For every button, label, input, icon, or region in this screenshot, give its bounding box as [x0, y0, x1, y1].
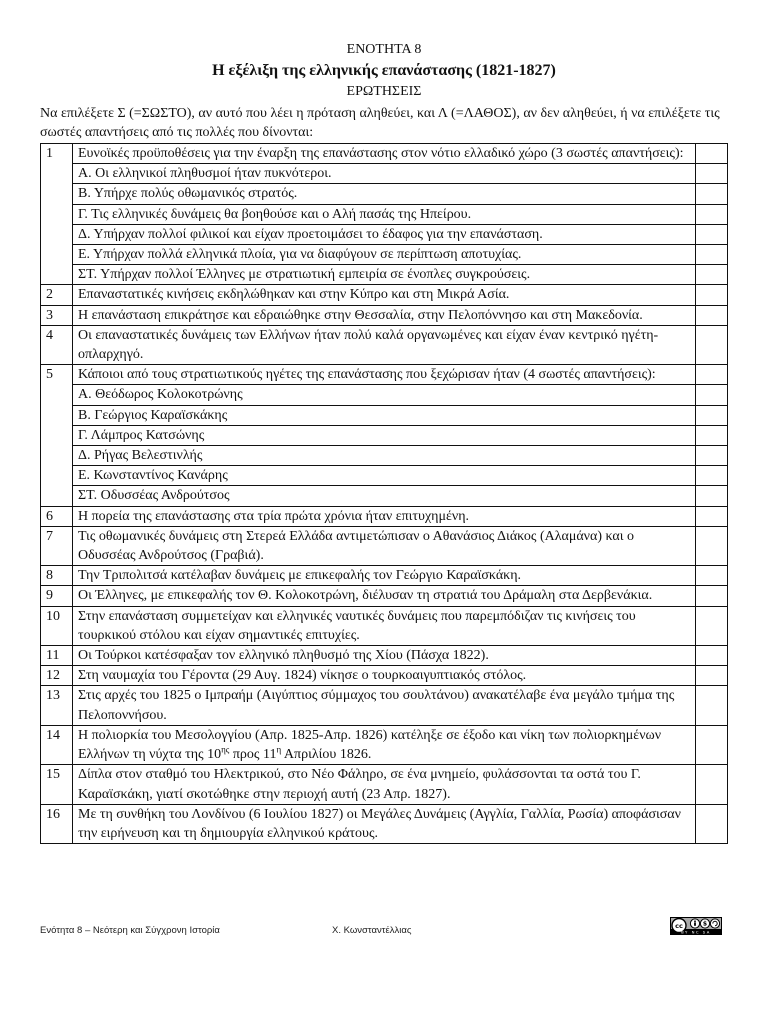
option-row — [41, 224, 728, 244]
question-row — [41, 285, 728, 305]
instructions: Να επιλέξετε Σ (=ΣΩΣΤΟ), αν αυτό που λέει η πρόταση αληθεύει, και Λ (=ΛΑΘΟΣ), αν δεν αληθεύει, ή να επιλέξετε τις σωστές απαντήσεις από τις πολλές που δίνονται: — [40, 106, 720, 140]
question-row — [41, 725, 728, 764]
question-text: Οι επαναστατικές δυνάμεις των Ελλήνων ήταν πολύ καλά οργανωμένες και είχαν έναν κεντρικό ηγέτη-οπλαρχηγό. — [73, 325, 696, 364]
answer-box[interactable] — [696, 606, 728, 645]
answer-box[interactable] — [696, 224, 728, 244]
option-row — [41, 385, 728, 405]
answer-box[interactable] — [696, 725, 728, 764]
option-row — [41, 446, 728, 466]
option-text: Ε. Υπήρχαν πολλά ελληνικά πλοία, για να διαφύγουν σε περίπτωση αποτυχίας. — [73, 245, 696, 265]
question-row — [41, 686, 728, 725]
answer-box[interactable] — [696, 686, 728, 725]
ordinal-superscript: η — [276, 744, 282, 755]
question-text: Δίπλα στον σταθμό του Ηλεκτρικού, στο Νέο Φάληρο, σε ένα μνημείο, φυλάσσονται τα οστά του Γ. Καραϊσκάκη, γιατί σκοτώθηκε στην περιοχή αυτή (23 Απρ. 1827). — [73, 765, 696, 804]
question-text — [73, 725, 696, 764]
question-row — [41, 305, 728, 325]
answer-box[interactable] — [696, 405, 728, 425]
question-text: Οι Έλληνες, με επικεφαλής τον Θ. Κολοκοτρώνη, διέλυσαν τη στρατιά του Δράμαλη στα Δερβενάκια. — [73, 586, 696, 606]
answer-box[interactable] — [696, 425, 728, 445]
answer-box[interactable] — [696, 305, 728, 325]
option-text: Β. Υπήρχε πολύς οθωμανικός στρατός. — [73, 184, 696, 204]
question-number: 4 — [41, 325, 73, 364]
question-row — [41, 666, 728, 686]
answer-box[interactable] — [696, 204, 728, 224]
option-row — [41, 204, 728, 224]
question-number: 5 — [41, 365, 73, 506]
question-text-part: Η πολιορκία του Μεσολογγίου (Απρ. 1825-Απρ. 1826) κατέληξε σε έξοδο και νίκη των πολιορκημένων Ελλήνων τη νύχτα της 10 — [78, 727, 662, 763]
option-row — [41, 405, 728, 425]
answer-box[interactable] — [696, 144, 728, 164]
option-text: ΣΤ. Οδυσσέας Ανδρούτσος — [73, 486, 696, 506]
footer-author: Χ. Κωνσταντέλλιας — [332, 925, 412, 936]
answer-box[interactable] — [696, 265, 728, 285]
option-row — [41, 425, 728, 445]
question-text: Στις αρχές του 1825 ο Ιμπραήμ (Αιγύπτιος σύμμαχος του σουλτάνου) ανακατέλαβε ένα μεγάλο τμήμα της Πελοποννήσου. — [73, 686, 696, 725]
footer-course: Ενότητα 8 – Νεότερη και Σύγχρονη Ιστορία — [40, 925, 220, 936]
answer-box[interactable] — [696, 285, 728, 305]
question-number: 16 — [41, 804, 73, 843]
question-number: 8 — [41, 566, 73, 586]
question-text: Επαναστατικές κινήσεις εκδηλώθηκαν και στην Κύπρο και στη Μικρά Ασία. — [73, 285, 696, 305]
unit-label: ΕΝΟΤΗΤΑ 8 — [346, 42, 422, 57]
question-number: 11 — [41, 646, 73, 666]
svg-text:$: $ — [702, 920, 708, 928]
question-row — [41, 526, 728, 565]
option-text: Γ. Λάμπρος Κατσώνης — [73, 425, 696, 445]
option-text: Δ. Ρήγας Βελεστινλής — [73, 446, 696, 466]
page-title: Η εξέλιξη της ελληνικής επανάστασης (1821-1827) — [212, 62, 556, 79]
question-number: 13 — [41, 686, 73, 725]
question-number: 9 — [41, 586, 73, 606]
question-row — [41, 646, 728, 666]
cc-badge-text: BY NC SA — [681, 929, 711, 935]
question-text: Ευνοϊκές προϋποθέσεις για την έναρξη της επανάστασης στον νότιο ελλαδικό χώρο (3 σωστές απαντήσεις): — [73, 144, 696, 164]
option-text: Β. Γεώργιος Καραϊσκάκης — [73, 405, 696, 425]
question-text: Στην επανάσταση συμμετείχαν και ελληνικές ναυτικές δυνάμεις που παρεμπόδιζαν τις κινήσεις του τουρκικού στόλου και είχαν σημαντικές επιτυχίες. — [73, 606, 696, 645]
question-row — [41, 506, 728, 526]
question-text: Τις οθωμανικές δυνάμεις στη Στερεά Ελλάδα αντιμετώπισαν ο Αθανάσιος Διάκος (Αλαμάνα) και ο Οδυσσέας Ανδρούτσος (Γραβιά). — [73, 526, 696, 565]
option-text: Α. Θεόδωρος Κολοκοτρώνης — [73, 385, 696, 405]
option-text: Ε. Κωνσταντίνος Κανάρης — [73, 466, 696, 486]
question-row — [41, 586, 728, 606]
question-text-part: προς 11 — [229, 747, 277, 763]
question-row — [41, 144, 728, 164]
question-text-part: Απριλίου 1826. — [281, 747, 372, 763]
answer-box[interactable] — [696, 385, 728, 405]
answer-box[interactable] — [696, 365, 728, 385]
question-row — [41, 325, 728, 364]
question-text: Με τη συνθήκη του Λονδίνου (6 Ιουλίου 1827) οι Μεγάλες Δυνάμεις (Αγγλία, Γαλλία, Ρωσία) αποφάσισαν την ειρήνευση και τη δημιουργία ελληνικού κράτους. — [73, 804, 696, 843]
svg-text:cc: cc — [675, 922, 683, 930]
question-number: 3 — [41, 305, 73, 325]
answer-box[interactable] — [696, 586, 728, 606]
answer-box[interactable] — [696, 184, 728, 204]
question-number: 10 — [41, 606, 73, 645]
answer-box[interactable] — [696, 566, 728, 586]
question-text: Την Τριπολιτσά κατέλαβαν δυνάμεις με επικεφαλής τον Γεώργιο Καραϊσκάκη. — [73, 566, 696, 586]
answer-box[interactable] — [696, 646, 728, 666]
answer-box[interactable] — [696, 666, 728, 686]
answer-box[interactable] — [696, 466, 728, 486]
question-row — [41, 765, 728, 804]
option-row — [41, 486, 728, 506]
question-text: Οι Τούρκοι κατέσφαξαν τον ελληνικό πληθυσμό της Χίου (Πάσχα 1822). — [73, 646, 696, 666]
answer-box[interactable] — [696, 804, 728, 843]
question-row — [41, 804, 728, 843]
cc-license-icon — [670, 917, 722, 935]
option-row — [41, 164, 728, 184]
ordinal-superscript: ης — [221, 744, 230, 755]
question-number: 1 — [41, 144, 73, 285]
answer-box[interactable] — [696, 446, 728, 466]
option-row — [41, 184, 728, 204]
question-row — [41, 365, 728, 385]
question-number: 7 — [41, 526, 73, 565]
answer-box[interactable] — [696, 765, 728, 804]
answer-box[interactable] — [696, 325, 728, 364]
question-text: Η πορεία της επανάστασης στα τρία πρώτα χρόνια ήταν επιτυχημένη. — [73, 506, 696, 526]
answer-box[interactable] — [696, 164, 728, 184]
questions-table — [40, 143, 728, 844]
question-number: 12 — [41, 666, 73, 686]
option-row — [41, 245, 728, 265]
question-number: 14 — [41, 725, 73, 764]
option-row — [41, 466, 728, 486]
question-number: 6 — [41, 506, 73, 526]
answer-box[interactable] — [696, 486, 728, 506]
option-text: Δ. Υπήρχαν πολλοί φιλικοί και είχαν προετοιμάσει το έδαφος για την επανάσταση. — [73, 224, 696, 244]
question-text: Η επανάσταση επικράτησε και εδραιώθηκε στην Θεσσαλία, στην Πελοπόννησο και στη Μακεδονία. — [73, 305, 696, 325]
question-row — [41, 606, 728, 645]
option-text: Α. Οι ελληνικοί πληθυσμοί ήταν πυκνότεροι. — [73, 164, 696, 184]
option-text: Γ. Τις ελληνικές δυνάμεις θα βοηθούσε και ο Αλή πασάς της Ηπείρου. — [73, 204, 696, 224]
question-row — [41, 566, 728, 586]
section-heading: ΕΡΩΤΗΣΕΙΣ — [346, 84, 422, 99]
question-text: Στη ναυμαχία του Γέροντα (29 Αυγ. 1824) νίκησε ο τουρκοαιγυπτιακός στόλος. — [73, 666, 696, 686]
question-number: 2 — [41, 285, 73, 305]
question-text: Κάποιοι από τους στρατιωτικούς ηγέτες της επανάστασης που ξεχώρισαν ήταν (4 σωστές απαντήσεις): — [73, 365, 696, 385]
option-row — [41, 265, 728, 285]
answer-box[interactable] — [696, 506, 728, 526]
option-text: ΣΤ. Υπήρχαν πολλοί Έλληνες με στρατιωτική εμπειρία σε ένοπλες συγκρούσεις. — [73, 265, 696, 285]
answer-box[interactable] — [696, 245, 728, 265]
question-number: 15 — [41, 765, 73, 804]
answer-box[interactable] — [696, 526, 728, 565]
